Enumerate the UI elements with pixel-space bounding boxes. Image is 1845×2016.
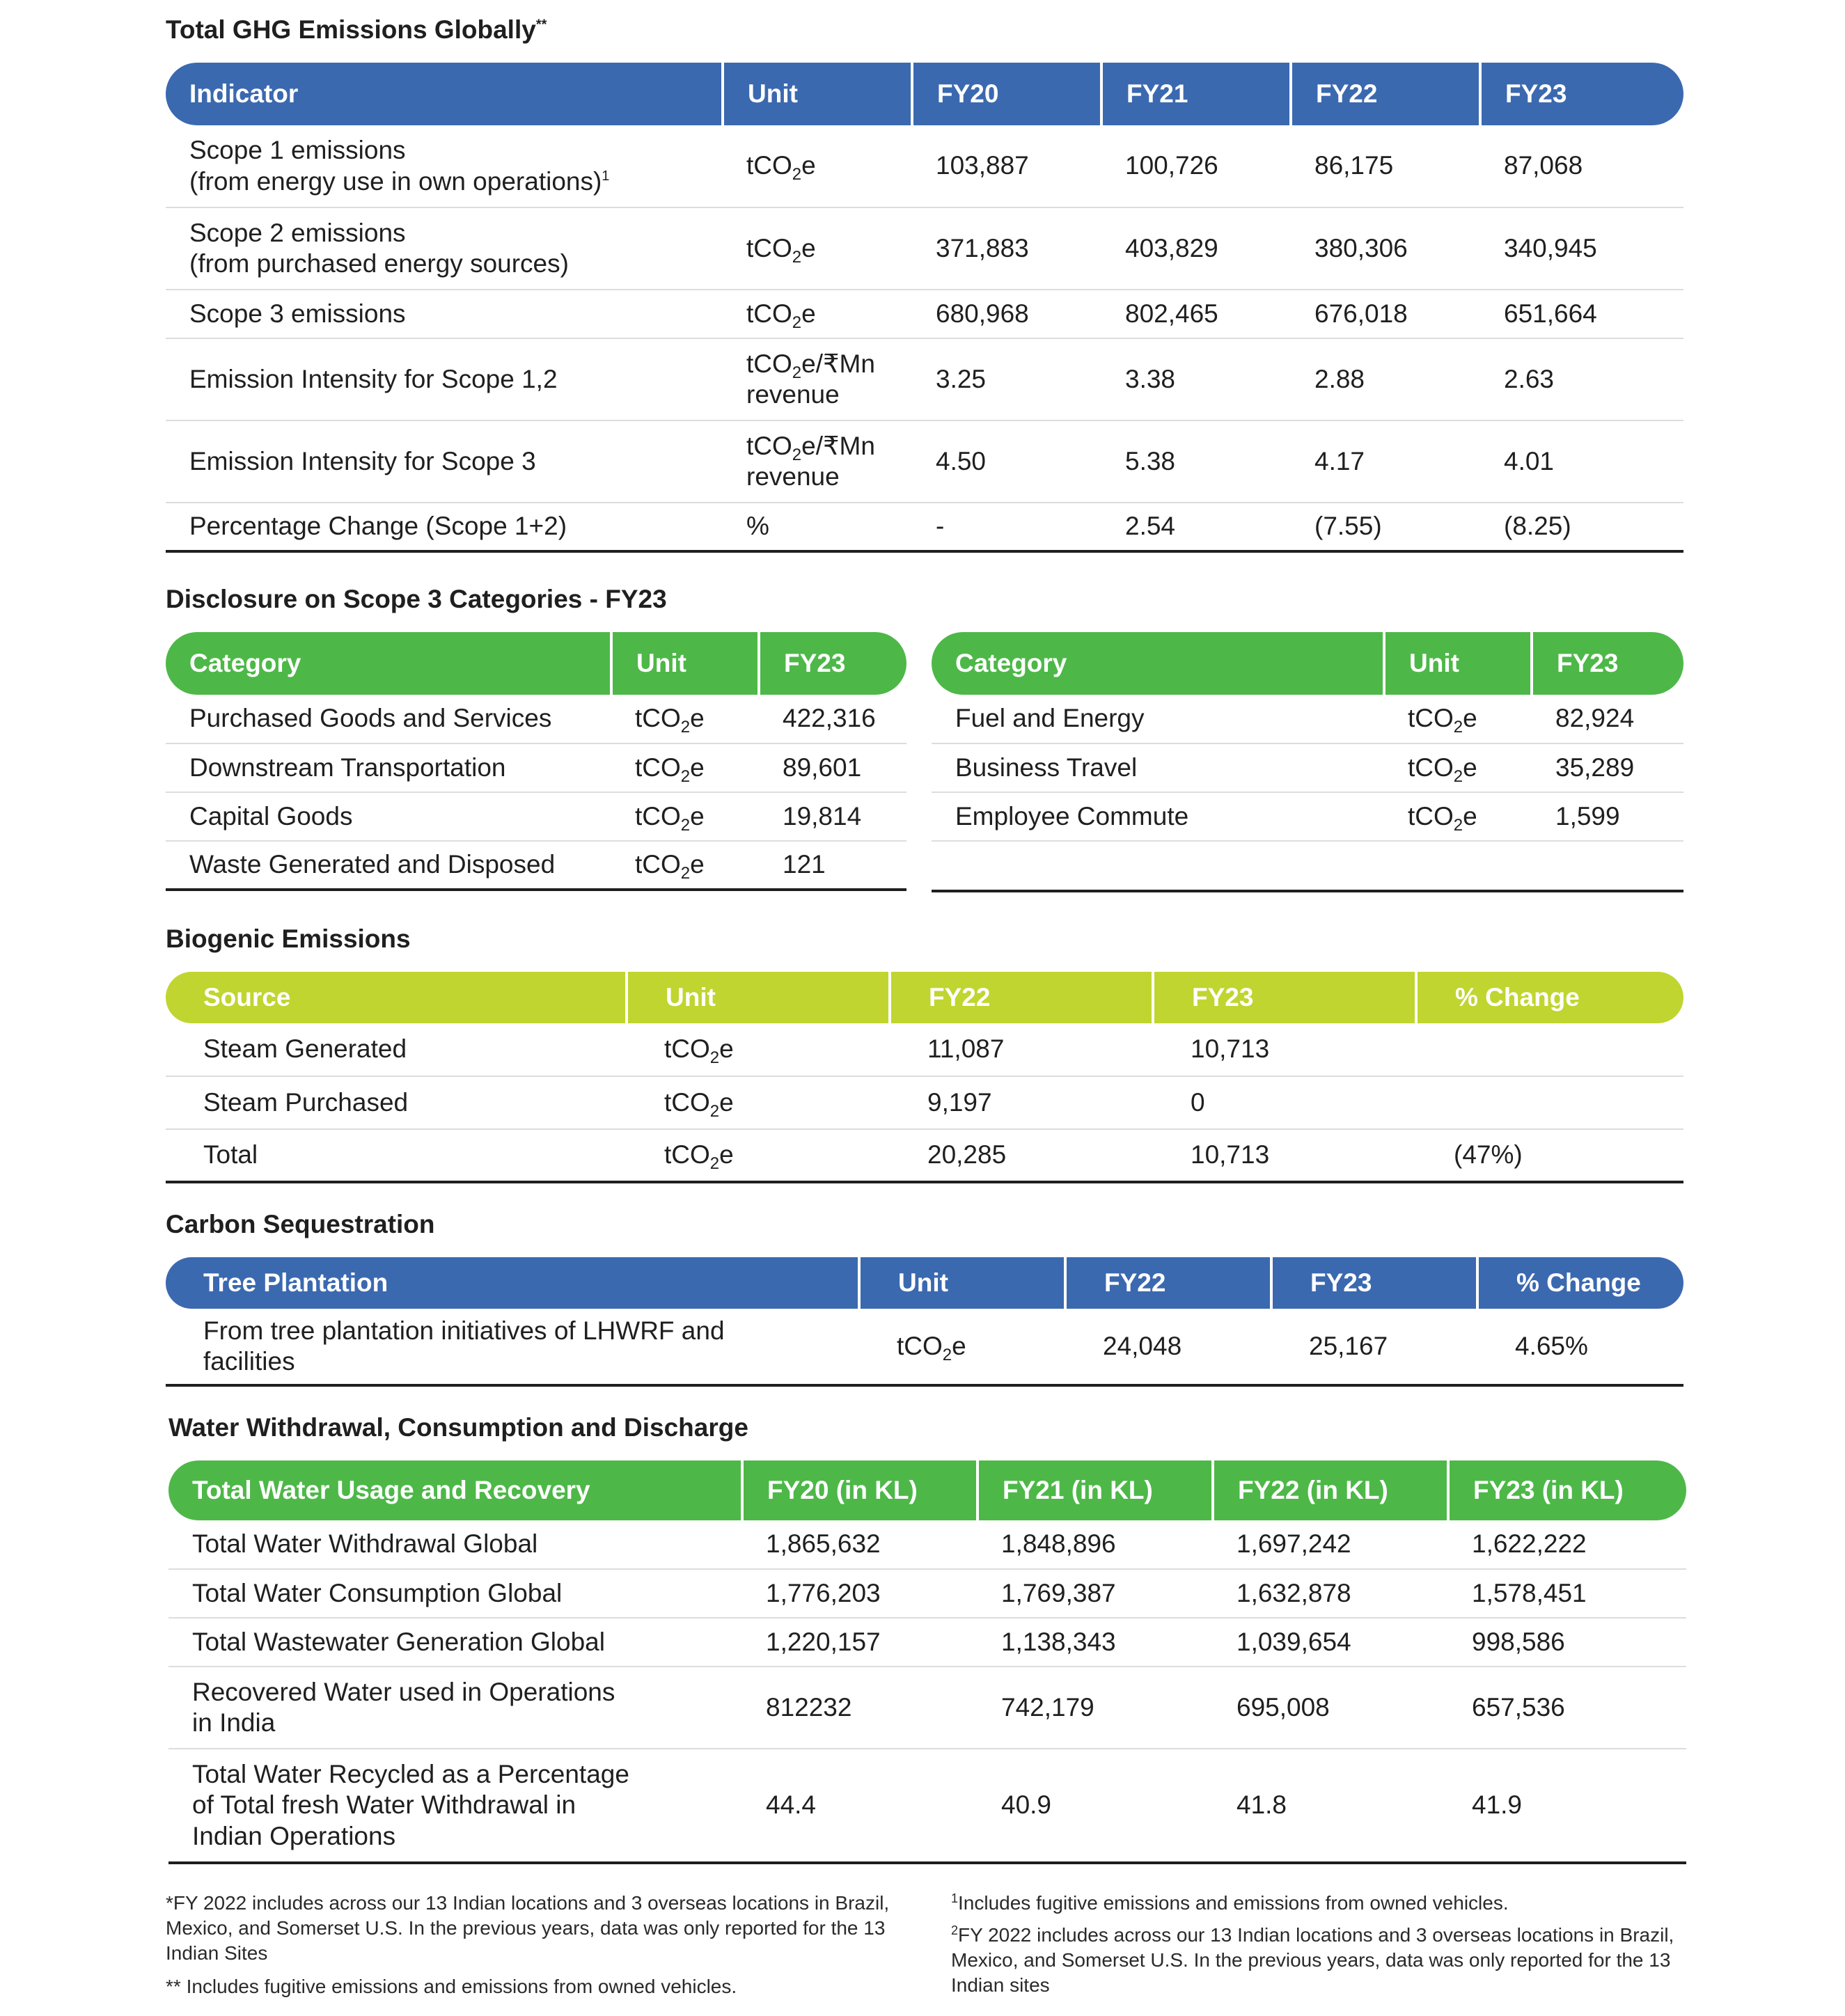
indicator-cell: Scope 3 emissions — [166, 290, 723, 338]
table-row — [168, 1618, 1686, 1667]
value-cell: 0 — [1153, 1076, 1416, 1129]
unit-cell: tCO$_2$e — [627, 1076, 890, 1129]
unit-cell: tCO$_2$e — [627, 1023, 890, 1076]
category-cell: Waste Generated and Disposed — [166, 841, 611, 890]
water-table — [168, 1460, 1686, 1864]
ghg-header-row — [166, 63, 1683, 125]
value-cell: 24,048 — [1065, 1309, 1271, 1385]
value-cell: 100,726 — [1101, 125, 1291, 207]
category-cell: Fuel and Energy — [932, 695, 1384, 743]
value-cell: 695,008 — [1213, 1667, 1448, 1749]
unit-cell: tCO$_2$e — [611, 743, 759, 792]
unit-cell: tCO$_2$e — [723, 207, 912, 290]
table-row — [166, 792, 906, 841]
table-row — [166, 503, 1683, 551]
category-cell: Business Travel — [932, 743, 1384, 792]
table-row — [168, 1667, 1686, 1749]
value-cell: 1,578,451 — [1448, 1569, 1686, 1618]
source-cell: Steam Generated — [166, 1023, 627, 1076]
scope3-header-category: Category — [932, 632, 1384, 695]
value-cell: 87,068 — [1480, 125, 1683, 207]
value-cell: 25,167 — [1271, 1309, 1477, 1385]
table-row — [166, 290, 1683, 338]
table-row — [932, 792, 1683, 841]
value-cell: 4.50 — [912, 420, 1101, 503]
value-cell: 403,829 — [1101, 207, 1291, 290]
value-cell: 802,465 — [1101, 290, 1291, 338]
value-cell: 340,945 — [1480, 207, 1683, 290]
value-cell: 20,285 — [890, 1129, 1153, 1182]
water-header-row — [168, 1460, 1686, 1520]
biogenic-header-fy22: FY22 — [890, 972, 1153, 1023]
water-header-fy22: FY22 (in KL) — [1213, 1460, 1448, 1520]
unit-cell: tCO$_2$e — [611, 841, 759, 890]
value-cell: 2.88 — [1291, 338, 1480, 420]
table-row — [168, 1749, 1686, 1863]
usage-cell: Total Water Consumption Global — [168, 1569, 742, 1618]
unit-cell: % — [723, 503, 912, 551]
description-cell: From tree plantation initiatives of LHWRF and facilities — [166, 1309, 859, 1385]
value-cell: 89,601 — [759, 743, 906, 792]
footnote-2: $^2$FY 2022 includes across our 13 Indian locations and 3 overseas locations in Brazil, Mexico, and Somerset U.S. In the previous years, data was only reported for the 13 Indian sites — [951, 1923, 1674, 1996]
scope3-right-table — [932, 632, 1683, 842]
value-cell: 103,887 — [912, 125, 1101, 207]
table-row — [166, 1023, 1683, 1076]
table-row — [166, 1309, 1683, 1385]
usage-cell: Total Water Withdrawal Global — [168, 1520, 742, 1569]
indicator-cell: Scope 2 emissions (from purchased energy sources) — [166, 207, 723, 290]
value-cell: 657,536 — [1448, 1667, 1686, 1749]
footnote-fy2022-locations: *FY 2022 includes across our 13 Indian locations and 3 overseas locations in Brazil, Mexico, and Somerset U.S. In the previous years, data was only reported for the 13 Indian Sites — [166, 1892, 890, 1964]
scope3-header-fy23: FY23 — [759, 632, 906, 695]
change-cell — [1416, 1076, 1683, 1129]
value-cell: 676,018 — [1291, 290, 1480, 338]
value-cell: 3.38 — [1101, 338, 1291, 420]
ghg-header-fy22: FY22 — [1291, 63, 1480, 125]
unit-cell: tCO$_2$e/₹Mn revenue — [723, 338, 912, 420]
carbon-header-unit: Unit — [859, 1257, 1065, 1309]
unit-cell: tCO$_2$e — [1384, 695, 1532, 743]
indicator-cell: Scope 1 emissions (from energy use in own operations)$^1$ — [166, 125, 723, 207]
value-cell: 121 — [759, 841, 906, 890]
scope3-header-fy23: FY23 — [1532, 632, 1683, 695]
value-cell: (8.25) — [1480, 503, 1683, 551]
table-row — [166, 743, 906, 792]
value-cell: 1,138,343 — [978, 1618, 1213, 1667]
biogenic-table — [166, 972, 1683, 1183]
ghg-table — [166, 63, 1683, 553]
value-cell: 1,865,632 — [742, 1520, 978, 1569]
ghg-header-indicator: Indicator — [166, 63, 723, 125]
usage-cell: Total Water Recycled as a Percentage of Total fresh Water Withdrawal in Indian Operations — [168, 1749, 742, 1863]
scope3-left-header-row — [166, 632, 906, 695]
unit-cell: tCO$_2$e — [723, 290, 912, 338]
biogenic-header-change: % Change — [1416, 972, 1683, 1023]
unit-cell: tCO$_2$e — [611, 792, 759, 841]
category-cell: Employee Commute — [932, 792, 1384, 841]
value-cell: 40.9 — [978, 1749, 1213, 1863]
unit-cell: tCO$_2$e — [627, 1129, 890, 1182]
indicator-cell: Percentage Change (Scope 1+2) — [166, 503, 723, 551]
unit-cell: tCO$_2$e — [1384, 792, 1532, 841]
carbon-header-fy22: FY22 — [1065, 1257, 1271, 1309]
change-cell: (47%) — [1416, 1129, 1683, 1182]
source-cell: Total — [166, 1129, 627, 1182]
value-cell: 1,776,203 — [742, 1569, 978, 1618]
value-cell: 1,697,242 — [1213, 1520, 1448, 1569]
ghg-header-fy21: FY21 — [1101, 63, 1291, 125]
table-row — [166, 695, 906, 743]
value-cell: 19,814 — [759, 792, 906, 841]
usage-cell: Total Wastewater Generation Global — [168, 1618, 742, 1667]
water-header-fy21: FY21 (in KL) — [978, 1460, 1213, 1520]
ghg-section-title: Total GHG Emissions Globally** — [166, 15, 547, 44]
table-row — [166, 1076, 1683, 1129]
scope3-left-table — [166, 632, 906, 891]
value-cell: 422,316 — [759, 695, 906, 743]
value-cell: 9,197 — [890, 1076, 1153, 1129]
indicator-cell: Emission Intensity for Scope 1,2 — [166, 338, 723, 420]
source-cell: Steam Purchased — [166, 1076, 627, 1129]
biogenic-header-unit: Unit — [627, 972, 890, 1023]
value-cell: 82,924 — [1532, 695, 1683, 743]
biogenic-header-source: Source — [166, 972, 627, 1023]
scope3-header-unit: Unit — [1384, 632, 1532, 695]
water-header-usage: Total Water Usage and Recovery — [168, 1460, 742, 1520]
scope3-header-category: Category — [166, 632, 611, 695]
value-cell: 10,713 — [1153, 1023, 1416, 1076]
table-row — [166, 125, 1683, 207]
value-cell: 1,599 — [1532, 792, 1683, 841]
value-cell: 371,883 — [912, 207, 1101, 290]
unit-cell: tCO$_2$e — [859, 1309, 1065, 1385]
value-cell: (7.55) — [1291, 503, 1480, 551]
scope3-right-header-row — [932, 632, 1683, 695]
unit-cell: tCO$_2$e/₹Mn revenue — [723, 420, 912, 503]
value-cell: 4.01 — [1480, 420, 1683, 503]
table-row — [166, 1129, 1683, 1182]
unit-cell: tCO$_2$e — [1384, 743, 1532, 792]
value-cell: 1,632,878 — [1213, 1569, 1448, 1618]
water-section-title: Water Withdrawal, Consumption and Discharge — [168, 1413, 748, 1442]
value-cell: 680,968 — [912, 290, 1101, 338]
value-cell: 1,848,896 — [978, 1520, 1213, 1569]
carbon-section-title: Carbon Sequestration — [166, 1210, 435, 1238]
indicator-cell: Emission Intensity for Scope 3 — [166, 420, 723, 503]
table-row — [166, 841, 906, 890]
ghg-header-fy23: FY23 — [1480, 63, 1683, 125]
value-cell: 998,586 — [1448, 1618, 1686, 1667]
value-cell: 1,769,387 — [978, 1569, 1213, 1618]
value-cell: 1,220,157 — [742, 1618, 978, 1667]
biogenic-header-fy23: FY23 — [1153, 972, 1416, 1023]
footnote-1: $^1$Includes fugitive emissions and emissions from owned vehicles. — [951, 1891, 1509, 1914]
scope3-section-title: Disclosure on Scope 3 Categories - FY23 — [166, 585, 667, 613]
table-row — [166, 207, 1683, 290]
water-header-fy20: FY20 (in KL) — [742, 1460, 978, 1520]
value-cell: 44.4 — [742, 1749, 978, 1863]
change-cell: 4.65% — [1477, 1309, 1683, 1385]
value-cell: 742,179 — [978, 1667, 1213, 1749]
carbon-header-row — [166, 1257, 1683, 1309]
change-cell — [1416, 1023, 1683, 1076]
value-cell: 10,713 — [1153, 1129, 1416, 1182]
water-header-fy23: FY23 (in KL) — [1448, 1460, 1686, 1520]
ghg-header-unit: Unit — [723, 63, 912, 125]
biogenic-section-title: Biogenic Emissions — [166, 924, 411, 953]
ghg-header-fy20: FY20 — [912, 63, 1101, 125]
carbon-table — [166, 1257, 1683, 1387]
table-row — [166, 338, 1683, 420]
value-cell: - — [912, 503, 1101, 551]
value-cell: 5.38 — [1101, 420, 1291, 503]
unit-cell: tCO$_2$e — [611, 695, 759, 743]
category-cell: Capital Goods — [166, 792, 611, 841]
value-cell: 1,039,654 — [1213, 1618, 1448, 1667]
table-row — [168, 1569, 1686, 1618]
value-cell: 35,289 — [1532, 743, 1683, 792]
value-cell: 380,306 — [1291, 207, 1480, 290]
value-cell: 651,664 — [1480, 290, 1683, 338]
value-cell: 41.8 — [1213, 1749, 1448, 1863]
biogenic-header-row — [166, 972, 1683, 1023]
scope3-right-bottom-rule — [932, 890, 1683, 892]
table-row — [932, 743, 1683, 792]
carbon-header-tree-plantation: Tree Plantation — [166, 1257, 859, 1309]
value-cell: 812232 — [742, 1667, 978, 1749]
value-cell: 1,622,222 — [1448, 1520, 1686, 1569]
value-cell: 2.54 — [1101, 503, 1291, 551]
unit-cell: tCO$_2$e — [723, 125, 912, 207]
category-cell: Downstream Transportation — [166, 743, 611, 792]
carbon-header-fy23: FY23 — [1271, 1257, 1477, 1309]
carbon-header-change: % Change — [1477, 1257, 1683, 1309]
usage-cell: Recovered Water used in Operations in India — [168, 1667, 742, 1749]
table-row — [168, 1520, 1686, 1569]
table-row — [166, 420, 1683, 503]
value-cell: 11,087 — [890, 1023, 1153, 1076]
scope3-header-unit: Unit — [611, 632, 759, 695]
table-row — [932, 695, 1683, 743]
value-cell: 41.9 — [1448, 1749, 1686, 1863]
value-cell: 2.63 — [1480, 338, 1683, 420]
value-cell: 86,175 — [1291, 125, 1480, 207]
value-cell: 4.17 — [1291, 420, 1480, 503]
value-cell: 3.25 — [912, 338, 1101, 420]
category-cell: Purchased Goods and Services — [166, 695, 611, 743]
footnote-fugitive-emissions: ** Includes fugitive emissions and emissions from owned vehicles. — [166, 1976, 737, 1997]
